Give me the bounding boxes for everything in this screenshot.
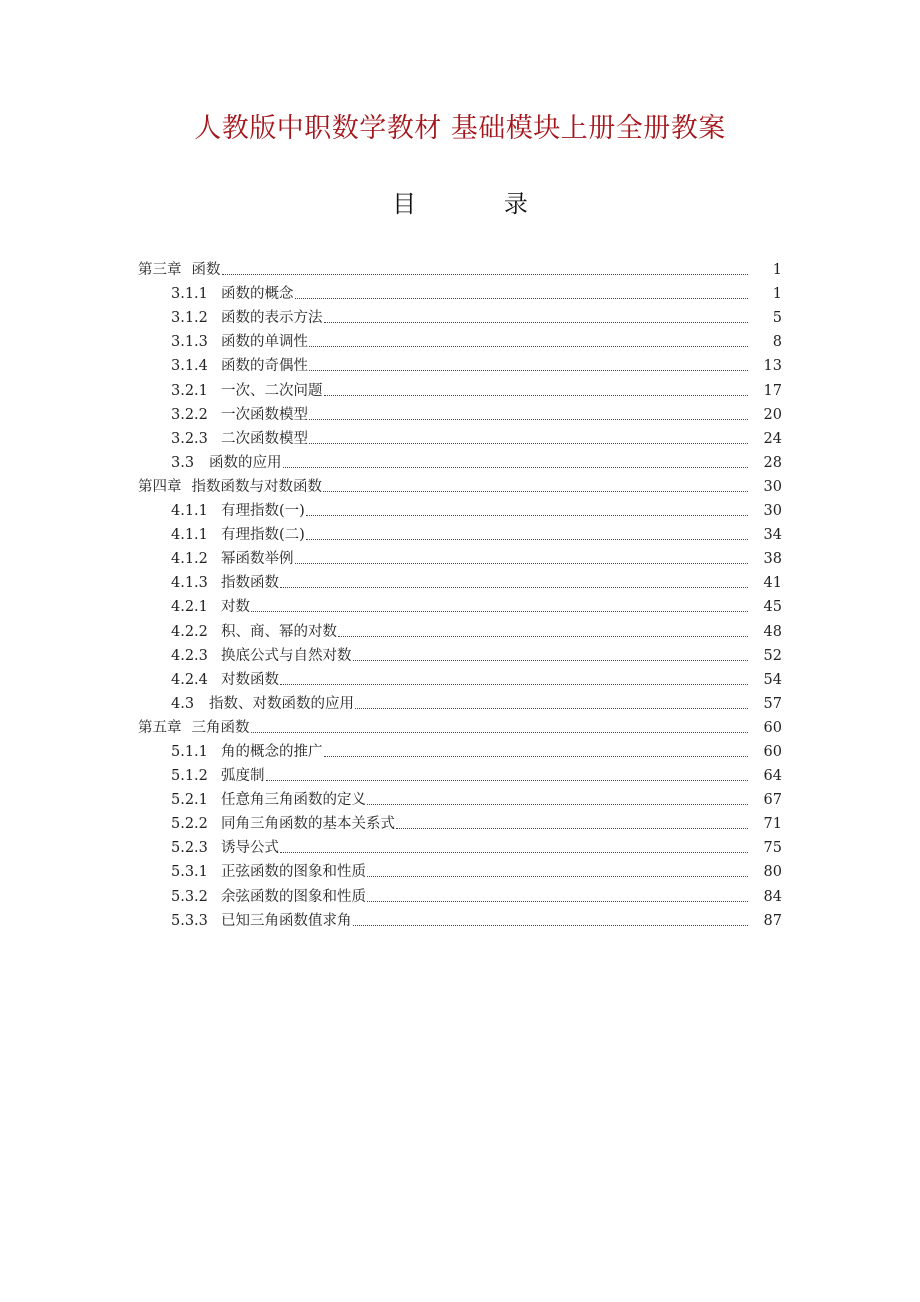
toc-section-entry[interactable] [138,738,782,762]
dot-leader [306,539,748,540]
toc-entry-label: 积、商、幂的对数 [221,623,337,640]
toc-entry-label: 正弦函数的图象和性质 [221,864,366,881]
toc-entry-page: 71 [763,816,782,833]
toc-entry-number: 5.2.1 [171,792,208,809]
toc-entry-number: 3.1.1 [171,286,208,303]
toc-section-entry[interactable] [138,762,782,786]
toc-entry-page: 54 [763,671,782,688]
toc-entry-page: 8 [772,334,782,351]
toc-entry-label: 函数的奇偶性 [221,358,308,375]
toc-section-entry[interactable] [138,617,782,641]
dot-leader [306,515,748,516]
toc-entry-label: 有理指数(二) [221,527,305,544]
toc-entry-page: 60 [763,743,782,760]
toc-section-entry[interactable] [138,328,782,352]
toc-entry-label: 已知三角函数值求角 [221,912,352,929]
toc-entry-page: 57 [763,695,782,712]
dot-leader [396,828,748,829]
toc-entry-label: 二次函数模型 [221,430,308,447]
dot-leader [280,852,748,853]
toc-entry-page: 67 [763,792,782,809]
toc-section-entry[interactable] [138,593,782,617]
toc-entry-number: 4.2.4 [171,671,208,688]
toc-entry-page: 45 [763,599,782,616]
toc-section-entry[interactable] [138,882,782,906]
toc-entry-number: 第三章 [138,262,182,279]
toc-chapter-entry[interactable] [138,714,782,738]
toc-section-entry[interactable] [138,834,782,858]
toc-entry-label: 指数函数 [221,575,279,592]
toc-entry-number: 5.3.3 [171,912,208,929]
dot-leader [309,370,748,371]
table-of-contents [138,256,782,931]
dot-leader [353,660,749,661]
toc-entry-number: 4.1.3 [171,575,208,592]
toc-entry-page: 24 [763,430,782,447]
toc-entry-label: 同角三角函数的基本关系式 [221,816,395,833]
toc-section-entry[interactable] [138,786,782,810]
toc-section-entry[interactable] [138,666,782,690]
toc-chapter-entry[interactable] [138,256,782,280]
toc-entry-page: 64 [763,768,782,785]
toc-entry-label: 函数的表示方法 [221,310,323,327]
dot-leader [309,443,748,444]
toc-section-entry[interactable] [138,280,782,304]
toc-entry-page: 1 [772,262,782,279]
toc-entry-number: 5.2.2 [171,816,208,833]
toc-entry-page: 30 [763,478,782,495]
toc-entry-page: 13 [763,358,782,375]
toc-section-entry[interactable] [138,449,782,473]
toc-section-entry[interactable] [138,810,782,834]
dot-leader [367,804,748,805]
toc-entry-page: 5 [772,310,782,327]
toc-section-entry[interactable] [138,401,782,425]
toc-section-entry[interactable] [138,545,782,569]
toc-heading [0,184,920,219]
toc-entry-label: 诱导公式 [221,840,279,857]
toc-entry-label: 任意角三角函数的定义 [221,792,366,809]
toc-entry-label: 指数、对数函数的应用 [209,695,354,712]
toc-entry-number: 3.2.2 [171,406,208,423]
dot-leader [353,925,749,926]
toc-entry-number: 第四章 [138,478,182,495]
dot-leader [266,780,749,781]
toc-entry-number: 4.1.1 [171,503,208,520]
dot-leader [309,346,748,347]
document-title: 人教版中职数学教材 基础模块上册全册教案 [194,113,726,144]
toc-section-entry[interactable] [138,425,782,449]
dot-leader [251,732,749,733]
toc-entry-number: 3.2.1 [171,382,208,399]
toc-entry-page: 87 [763,912,782,929]
toc-section-entry[interactable] [138,497,782,521]
toc-entry-page: 30 [763,503,782,520]
toc-section-entry[interactable] [138,858,782,882]
toc-entry-number: 4.2.1 [171,599,208,616]
toc-entry-label: 角的概念的推广 [221,743,323,760]
toc-entry-number: 3.1.2 [171,310,208,327]
toc-entry-label: 一次、二次问题 [221,382,323,399]
toc-entry-page: 84 [763,888,782,905]
toc-entry-label: 指数函数与对数函数 [191,478,322,495]
toc-chapter-entry[interactable] [138,473,782,497]
toc-entry-label: 余弦函数的图象和性质 [221,888,366,905]
toc-entry-label: 三角函数 [191,719,250,736]
toc-section-entry[interactable] [138,907,782,931]
toc-entry-number: 4.1.1 [171,527,208,544]
toc-entry-page: 20 [763,406,782,423]
toc-section-entry[interactable] [138,642,782,666]
dot-leader [367,901,748,902]
toc-entry-number: 3.1.4 [171,358,208,375]
toc-entry-number: 3.3 [171,454,195,471]
dot-leader [324,322,749,323]
dot-leader [338,636,748,637]
dot-leader [355,708,748,709]
dot-leader [251,611,748,612]
toc-entry-label: 函数的概念 [221,286,294,303]
toc-entry-page: 48 [763,623,782,640]
toc-heading-char: 目 [392,190,417,218]
toc-entry-label: 幂函数举例 [221,551,294,568]
toc-section-entry[interactable] [138,569,782,593]
toc-entry-number: 5.3.1 [171,864,208,881]
toc-section-entry[interactable] [138,376,782,400]
toc-entry-label: 弧度制 [221,768,265,785]
toc-entry-number: 4.2.3 [171,647,208,664]
dot-leader [283,467,749,468]
toc-entry-number: 3.2.3 [171,430,208,447]
dot-leader [222,274,749,275]
toc-entry-label: 一次函数模型 [221,406,308,423]
toc-entry-label: 对数 [221,599,250,616]
dot-leader [309,419,748,420]
toc-section-entry[interactable] [138,352,782,376]
dot-leader [323,491,748,492]
toc-entry-number: 5.1.2 [171,768,208,785]
toc-entry-number: 3.1.3 [171,334,208,351]
toc-entry-label: 有理指数(一) [221,503,305,520]
toc-entry-label: 换底公式与自然对数 [221,647,352,664]
dot-leader [295,563,749,564]
toc-entry-number: 第五章 [138,719,182,736]
toc-entry-page: 41 [763,575,782,592]
toc-entry-page: 1 [772,286,782,303]
toc-entry-label: 函数的单调性 [221,334,308,351]
toc-entry-page: 52 [763,647,782,664]
toc-entry-page: 17 [763,382,782,399]
toc-entry-number: 5.3.2 [171,888,208,905]
toc-section-entry[interactable] [138,521,782,545]
toc-section-entry[interactable] [138,690,782,714]
toc-entry-number: 4.1.2 [171,551,208,568]
toc-entry-page: 60 [763,719,782,736]
toc-entry-number: 5.1.1 [171,743,208,760]
dot-leader [295,298,749,299]
toc-entry-page: 34 [763,527,782,544]
toc-section-entry[interactable] [138,304,782,328]
toc-entry-number: 5.2.3 [171,840,208,857]
toc-entry-label: 函数 [191,262,221,279]
toc-entry-page: 80 [763,864,782,881]
dot-leader [324,395,749,396]
toc-entry-page: 28 [763,454,782,471]
dot-leader [280,587,748,588]
toc-entry-page: 75 [763,840,782,857]
toc-entry-label: 函数的应用 [209,454,282,471]
toc-entry-label: 对数函数 [221,671,279,688]
dot-leader [324,756,749,757]
toc-entry-number: 4.3 [171,695,195,712]
toc-heading-char: 录 [503,190,528,218]
toc-entry-page: 38 [763,551,782,568]
toc-entry-number: 4.2.2 [171,623,208,640]
dot-leader [367,876,748,877]
dot-leader [280,684,748,685]
